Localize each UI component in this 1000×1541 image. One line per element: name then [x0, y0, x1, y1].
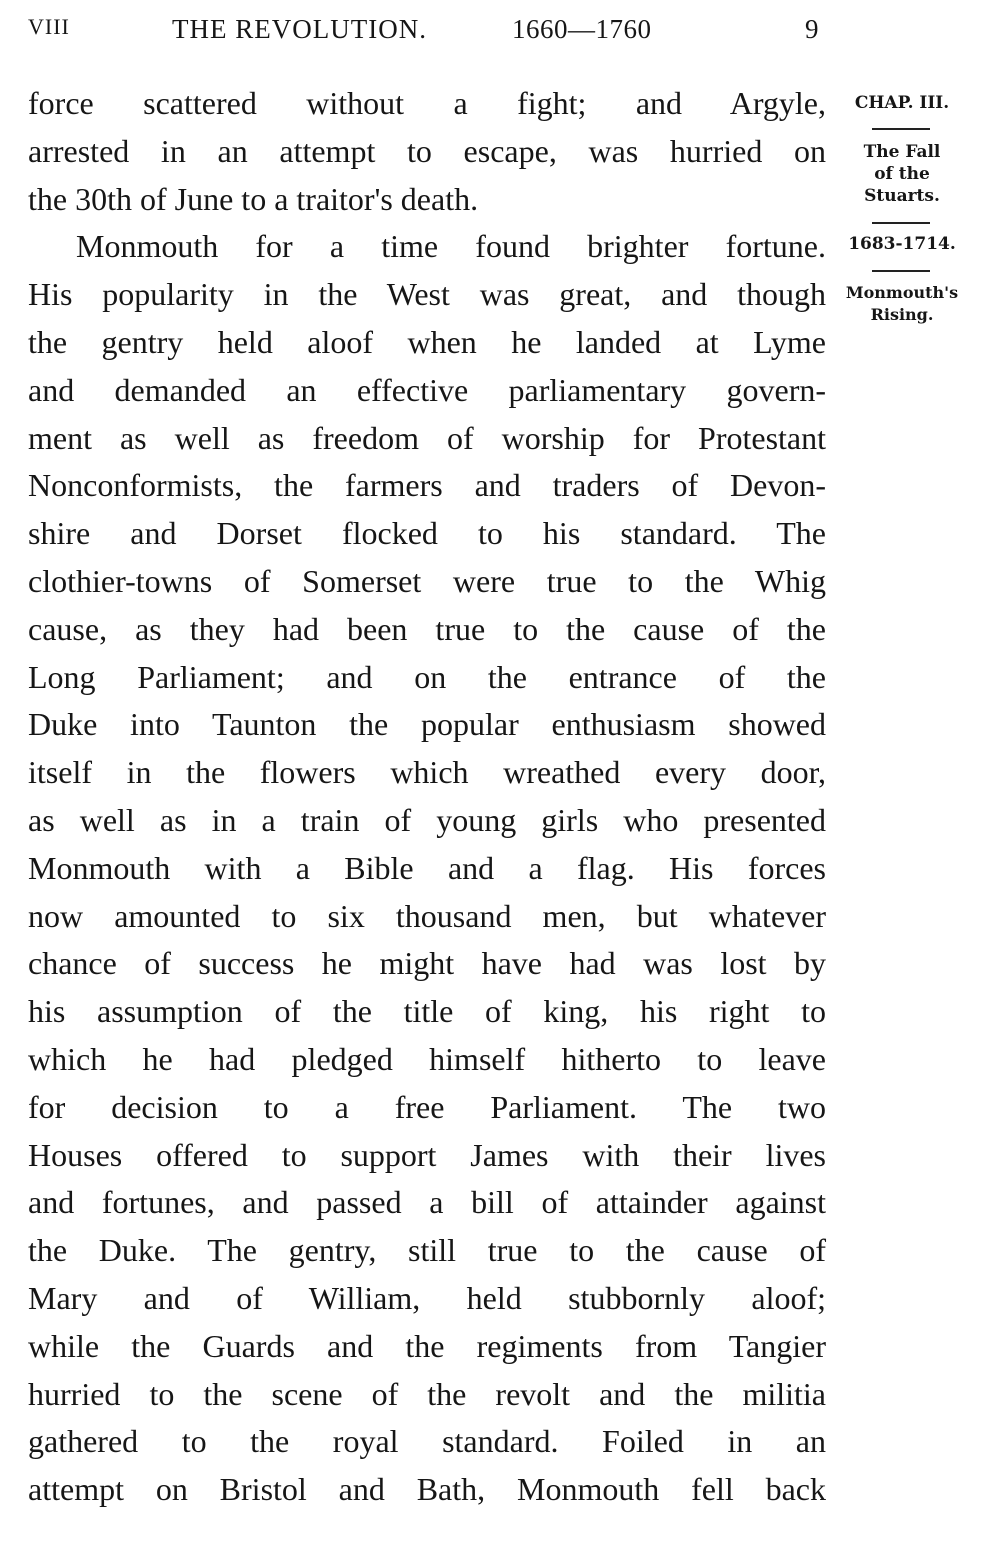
volume-number: VIII	[28, 14, 70, 39]
running-title: THE REVOLUTION.	[172, 14, 427, 44]
margin-chapter: CHAP. III.	[854, 93, 950, 113]
text-line: ment as well as freedom of worship for Protestant	[28, 419, 826, 456]
text-line: for decision to a free Parliament. The two	[28, 1088, 826, 1125]
text-line: and demanded an effective parliamentary govern-	[28, 371, 826, 408]
text-line: Houses offered to support James with their lives	[28, 1136, 826, 1173]
text-line: gathered to the royal standard. Foiled in an	[28, 1423, 826, 1460]
margin-topic-line: Rising.	[870, 305, 934, 324]
text-line: Monmouth with a Bible and a flag. His forces	[28, 849, 826, 886]
margin-section-line: The Fall	[863, 142, 941, 162]
margin-rule	[872, 222, 930, 224]
margin-section-line: of the	[874, 164, 930, 184]
text-line: his assumption of the title of king, his right to	[28, 993, 826, 1030]
text-line: Nonconformists, the farmers and traders of Devon-	[28, 467, 826, 504]
text-line: Mary and of William, held stubbornly aloof;	[28, 1279, 826, 1316]
text-line: the Duke. The gentry, still true to the cause of	[28, 1232, 826, 1269]
text-line: cause, as they had been true to the cause of the	[28, 610, 826, 647]
text-line: clothier-towns of Somerset were true to the Whig	[28, 562, 826, 599]
margin-rule	[872, 128, 930, 130]
text-line: force scattered without a fight; and Argyle,	[28, 85, 826, 121]
text-line: Monmouth for a time found brighter fortune.	[76, 228, 826, 265]
text-line: chance of success he might have had was lost by	[28, 945, 826, 982]
margin-section-title	[836, 141, 968, 207]
text-line: His popularity in the West was great, and though	[28, 276, 826, 313]
text-line: attempt on Bristol and Bath, Monmouth fell back	[28, 1471, 826, 1508]
date-range: 1660—1760	[512, 14, 652, 44]
text-line: now amounted to six thousand men, but whatever	[28, 897, 826, 934]
text-line: shire and Dorset flocked to his standard. The	[28, 515, 826, 552]
margin-years: 1683-1714.	[848, 234, 956, 254]
text-line: the 30th of June to a traitor's death.	[28, 180, 479, 217]
running-header	[0, 14, 1000, 50]
margin-topic	[836, 282, 968, 326]
text-line: while the Guards and the regiments from Tangier	[28, 1327, 826, 1364]
text-line: Long Parliament; and on the entrance of the	[28, 658, 826, 695]
text-line: hurried to the scene of the revolt and the militia	[28, 1375, 826, 1412]
text-line: Duke into Taunton the popular enthusiasm showed	[28, 706, 826, 743]
text-line: arrested in an attempt to escape, was hurried on	[28, 132, 826, 169]
margin-section-line: Stuarts.	[864, 186, 940, 206]
text-line: which he had pledged himself hitherto to leave	[28, 1040, 826, 1077]
text-line: and fortunes, and passed a bill of attainder against	[28, 1184, 826, 1221]
margin-rule	[872, 270, 930, 272]
text-line: itself in the flowers which wreathed every door,	[28, 754, 826, 791]
text-line: the gentry held aloof when he landed at Lyme	[28, 323, 826, 360]
page-number: 9	[805, 14, 819, 44]
text-line: as well as in a train of young girls who presented	[28, 801, 826, 838]
body-text	[28, 80, 826, 1514]
margin-topic-line: Monmouth's	[845, 283, 959, 302]
